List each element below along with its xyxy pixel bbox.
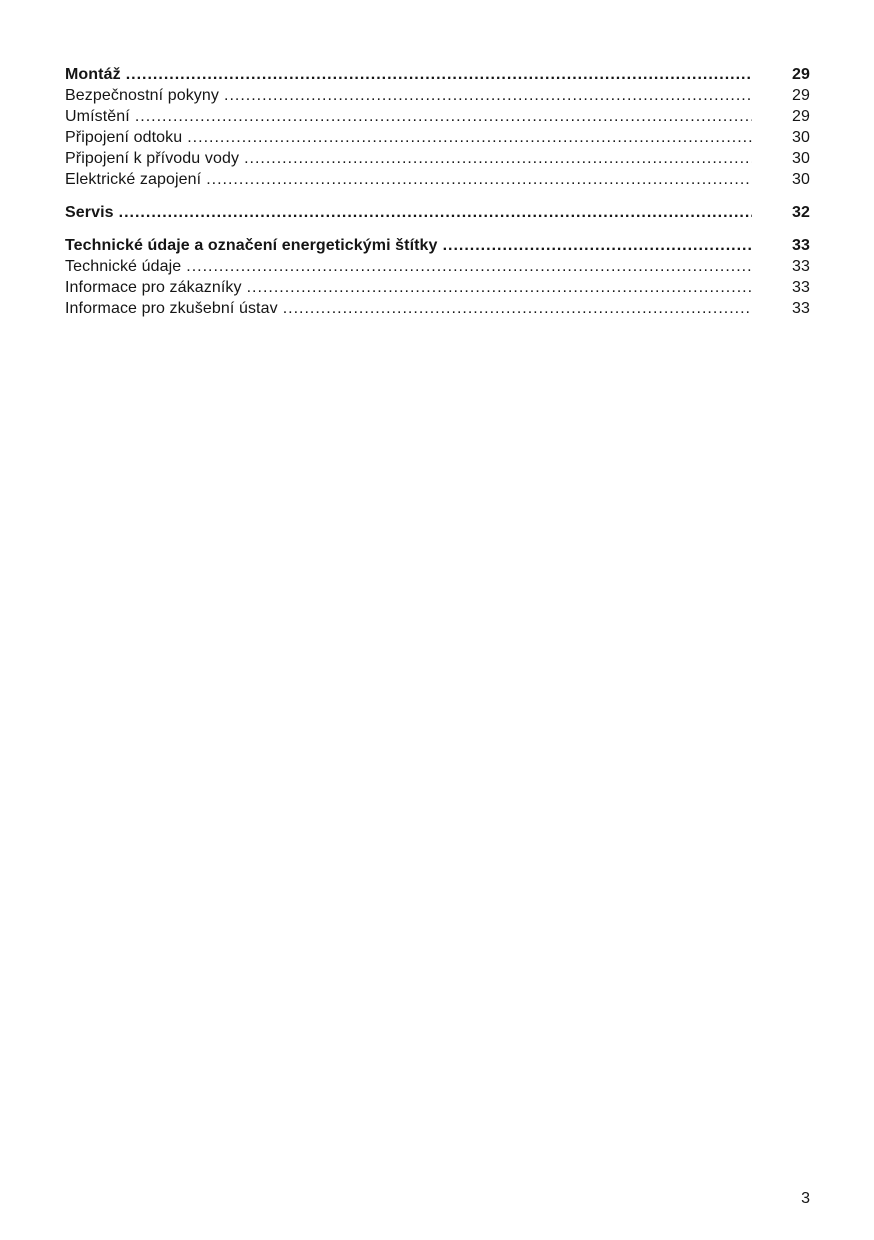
toc-dot-leader [219,85,752,106]
toc-dot-leader [121,64,752,85]
toc-entry [65,202,810,223]
page-number: 3 [801,1190,810,1207]
toc-dot-leader [201,169,752,190]
toc-entry-page: 33 [792,237,810,254]
toc-entry-label: Elektrické zapojení [65,171,202,188]
toc-entry [65,64,810,85]
toc-entry-label: Technické údaje [65,258,182,275]
toc-dot-leader [239,148,752,169]
toc-entry [65,277,810,298]
toc-entry-page: 29 [792,87,810,104]
toc-dot-leader [242,277,752,298]
toc-entry-page: 30 [792,129,810,146]
toc-entry [65,235,810,256]
toc-entry-page: 29 [792,108,810,125]
toc-dot-leader [181,256,752,277]
toc-entry-label: Technické údaje a označení energetickými štítky [65,237,438,254]
toc-dot-leader [130,106,752,127]
toc-dot-leader [438,235,752,256]
toc-entry-page: 30 [792,171,810,188]
toc-entry-label: Montáž [65,66,121,83]
toc-entry-label: Informace pro zákazníky [65,279,242,296]
toc-entry [65,106,810,127]
toc-entry [65,256,810,277]
toc-entry [65,298,810,319]
toc-dot-leader [278,298,752,319]
toc-entry [65,148,810,169]
toc-entry-page: 33 [792,300,810,317]
toc-entry-page: 32 [792,204,810,221]
toc-entry-label: Připojení k přívodu vody [65,150,240,167]
toc-entry-label: Bezpečnostní pokyny [65,87,219,104]
toc-entry-page: 33 [792,258,810,275]
toc-entry-label: Připojení odtoku [65,129,183,146]
toc-entry-page: 29 [792,66,810,83]
toc-dot-leader [114,202,752,223]
toc-dot-leader [182,127,752,148]
table-of-contents [65,64,810,319]
toc-entry-label: Informace pro zkušební ústav [65,300,278,317]
toc-entry-page: 33 [792,279,810,296]
toc-entry [65,169,810,190]
toc-entry [65,85,810,106]
toc-entry-label: Servis [65,204,114,221]
toc-entry-page: 30 [792,150,810,167]
toc-entry [65,127,810,148]
toc-entry-label: Umístění [65,108,130,125]
